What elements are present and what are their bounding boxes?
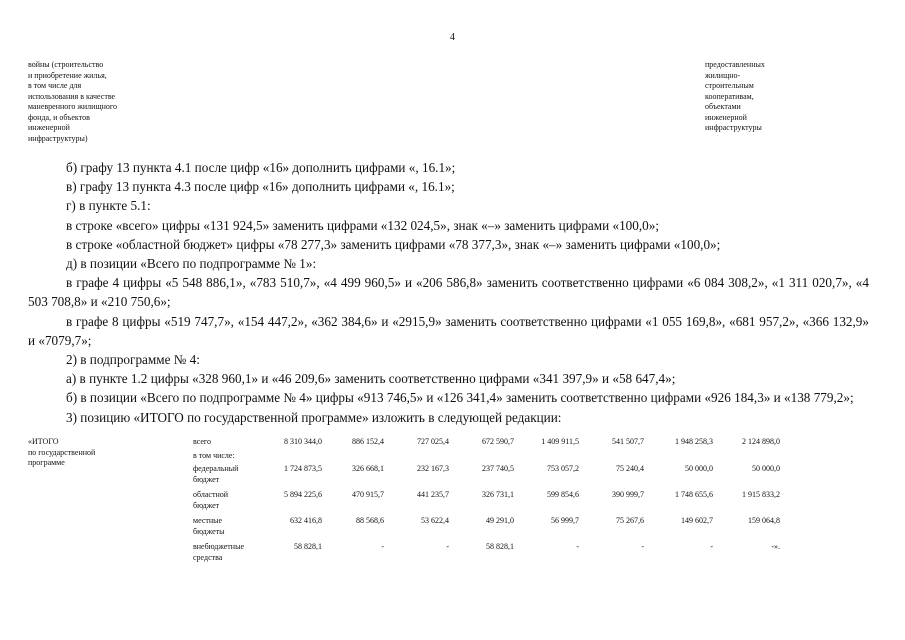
header-right-column: [705, 60, 845, 134]
table-cell: 541 507,7: [612, 437, 644, 446]
table-cell: -».: [771, 542, 780, 551]
page-number: 4: [450, 32, 455, 43]
itogo-label-line: по государственной: [28, 447, 96, 457]
table-cell: 470 915,7: [352, 490, 384, 499]
header-left-line: использования в качестве: [28, 91, 116, 101]
table-cell: 1 748 655,6: [675, 490, 713, 499]
table-cell: 53 622,4: [421, 516, 449, 525]
itogo-label-line: «ИТОГО: [28, 437, 59, 446]
row-label-line: бюджеты: [193, 526, 225, 536]
table-cell: -: [641, 542, 644, 551]
table-cell: -: [381, 542, 384, 551]
body-text: [28, 158, 869, 427]
header-left-line: инфраструктуры): [28, 133, 88, 143]
header-left-line: в том числе для: [28, 81, 82, 90]
paragraph: а) в пункте 1.2 цифры «328 960,1» и «46 209,6» заменить соответственно цифрами «341 397,9» и «58 647,4»;: [66, 371, 676, 387]
table-cell: 632 416,8: [290, 516, 322, 525]
paragraph: в графе 4 цифры «5 548 886,1», «783 510,7», «4 499 960,5» и «206 586,8» заменить соответственно цифрами «6 084 308,2», «1 311 020,7», «4 503 708,8» и «210 750,6»;: [28, 275, 869, 310]
table-cell: 237 740,5: [482, 464, 514, 473]
paragraph: в графе 8 цифры «519 747,7», «154 447,2», «362 384,6» и «2915,9» заменить соответственно цифрами «1 055 169,8», «681 957,2», «366 132,9» и «7079,7»;: [28, 313, 869, 348]
table-cell: 58 828,1: [294, 542, 322, 551]
table-cell: 1 915 833,2: [742, 490, 780, 499]
table-cell: 232 167,3: [417, 464, 449, 473]
table-cell: 441 235,7: [417, 490, 449, 499]
header-right-line: инженерной: [705, 112, 747, 122]
table-cell: -: [576, 542, 579, 551]
paragraph: в) графу 13 пункта 4.3 после цифр «16» дополнить цифрами «, 16.1»;: [66, 179, 455, 195]
table-cell: 753 057,2: [547, 464, 579, 473]
header-right-line: жилищно-: [705, 70, 741, 80]
row-label-line: бюджет: [193, 500, 220, 510]
header-right-line: инфраструктуры: [705, 123, 762, 132]
header-left-column: [28, 60, 198, 144]
paragraph: б) графу 13 пункта 4.1 после цифр «16» дополнить цифрами «, 16.1»;: [66, 160, 456, 175]
table-cell: 1 724 873,5: [284, 464, 322, 473]
paragraph: 2) в подпрограмме № 4:: [66, 352, 200, 368]
table-cell: 49 291,0: [486, 516, 514, 525]
table-cell: 326 731,1: [482, 490, 514, 499]
table-cell: 56 999,7: [551, 516, 579, 525]
row-label-line: средства: [193, 552, 223, 562]
row-label-line: внебюджетные: [193, 542, 244, 551]
table-cell: 672 590,7: [482, 437, 514, 446]
table-cell: 75 267,6: [616, 516, 644, 525]
table-cell: 727 025,4: [417, 437, 449, 446]
row-label-line: областной: [193, 490, 229, 499]
header-left-line: маневренного жилищного: [28, 102, 117, 111]
header-left-line: фонда, и объектов: [28, 112, 90, 122]
row-label: [193, 451, 263, 462]
paragraph: в строке «всего» цифры «131 924,5» заменить цифрами «132 024,5», знак «–» заменить цифрами «100,0»;: [66, 217, 660, 233]
table-cell: 88 568,6: [356, 516, 384, 525]
header-right-line: кооперативам,: [705, 91, 754, 101]
paragraph: 3) позицию «ИТОГО по государственной программе» изложить в следующей редакции:: [66, 409, 562, 425]
table-cell: -: [446, 542, 449, 551]
paragraph: в строке «областной бюджет» цифры «78 277,3» заменить цифрами «78 377,3», знак «–» заменить цифрами «100,0»;: [66, 236, 721, 252]
header-left-line: инженерной: [28, 123, 70, 132]
row-label-line: бюджет: [193, 474, 220, 484]
header-right-line: строительным: [705, 81, 754, 90]
row-label-line: федеральный: [193, 464, 239, 473]
header-right-line: предоставленных: [705, 60, 765, 69]
itogo-label: [28, 437, 128, 469]
table-cell: 149 602,7: [681, 516, 713, 525]
table-cell: 2 124 898,0: [742, 437, 780, 446]
table-cell: 1 948 258,3: [675, 437, 713, 446]
table-cell: 58 828,1: [486, 542, 514, 551]
table-cell: 886 152,4: [352, 437, 384, 446]
header-left-line: и приобретение жилья,: [28, 70, 107, 80]
table-cell: 75 240,4: [616, 464, 644, 473]
paragraph: г) в пункте 5.1:: [66, 198, 151, 214]
table-cell: 390 999,7: [612, 490, 644, 499]
paragraph: б) в позиции «Всего по подпрограмме № 4» цифры «913 746,5» и «126 341,4» заменить соответственно цифрами «926 184,3» и «138 779,2»;: [66, 390, 854, 406]
header-right-line: объектами: [705, 102, 741, 111]
table-cell: 159 064,8: [748, 516, 780, 525]
table-cell: 599 854,6: [547, 490, 579, 499]
row-label-line: в том числе:: [193, 451, 235, 460]
row-label-line: местные: [193, 516, 223, 525]
table-cell: 50 000,0: [685, 464, 713, 473]
table-cell: 50 000,0: [752, 464, 780, 473]
table-cell: 8 310 344,0: [284, 437, 322, 446]
row-label-line: всего: [193, 437, 212, 446]
table-cell: 326 668,1: [352, 464, 384, 473]
table-cell: 5 894 225,6: [284, 490, 322, 499]
header-left-line: войны (строительство: [28, 60, 104, 69]
table-cell: 1 409 911,5: [541, 437, 579, 446]
paragraph: д) в позиции «Всего по подпрограмме № 1»:: [66, 256, 317, 272]
table-cell: -: [710, 542, 713, 551]
itogo-label-line: программе: [28, 458, 65, 467]
